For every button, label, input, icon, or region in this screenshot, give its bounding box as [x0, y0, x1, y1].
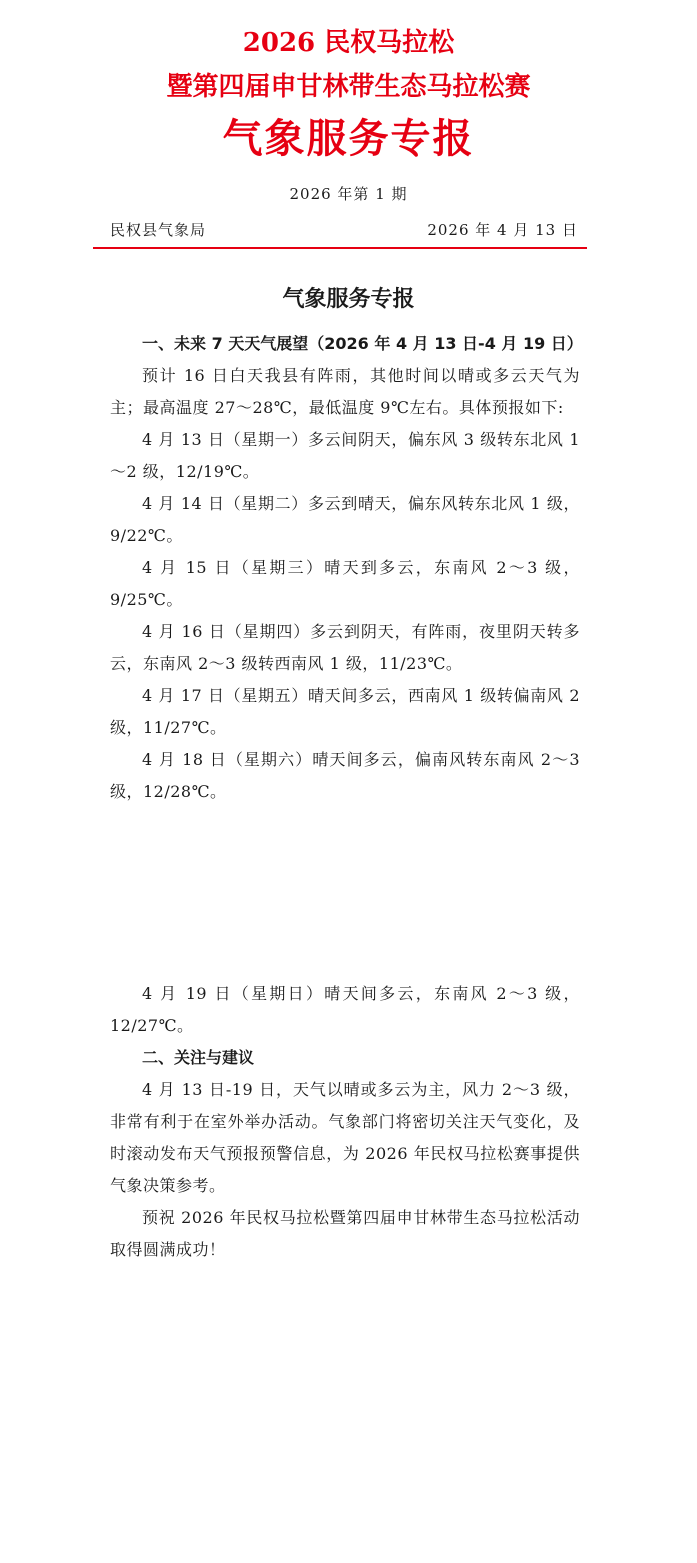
forecast-continued-section [110, 978, 580, 1266]
forecast-summary: 预计 16 日白天我县有阵雨，其他时间以晴或多云天气为主；最高温度 27～28℃，最低温度 9℃左右。具体预报如下: [110, 366, 580, 417]
header-title-line2: 暨第四届申甘林带生态马拉松赛 [166, 72, 531, 102]
header-divider [93, 247, 587, 249]
forecast-section [110, 328, 583, 808]
forecast-day: 4 月 16 日（星期四）多云到阴天，有阵雨，夜里阴天转多云，东南风 2～3 级转西南风 1 级，11/23℃。 [110, 622, 580, 673]
header-title-main: 气象服务专报 [222, 115, 475, 162]
forecast-day: 4 月 19 日（星期日）晴天间多云，东南风 2～3 级，12/27℃。 [110, 984, 580, 1035]
forecast-day: 4 月 13 日（星期一）多云间阴天，偏东风 3 级转东北风 1～2 级，12/19℃。 [110, 430, 580, 481]
issuer-name: 民权县气象局 [110, 221, 207, 239]
issue-date: 2026 年 4 月 13 日 [427, 221, 578, 239]
forecast-day: 4 月 15 日（星期三）晴天到多云，东南风 2～3 级，9/25℃。 [110, 558, 580, 609]
section-title-outlook: 一、未来 7 天天气展望（2026 年 4 月 13 日-4 月 19 日） [142, 334, 583, 353]
advice-paragraph: 4 月 13 日-19 日，天气以晴或多云为主，风力 2～3 级，非常有利于在室外举办活动。气象部门将密切关注天气变化，及时滚动发布天气预报预警信息，为 2026 年民权马拉松赛事提供气象决策参考。 [110, 1080, 580, 1195]
issue-number: 2026 年第 1 期 [289, 185, 408, 203]
closing-paragraph: 预祝 2026 年民权马拉松暨第四届申甘林带生态马拉松活动取得圆满成功！ [110, 1208, 580, 1259]
forecast-day: 4 月 18 日（星期六）晴天间多云，偏南风转东南风 2～3 级，12/28℃。 [110, 750, 580, 801]
document-heading: 气象服务专报 [282, 287, 415, 312]
forecast-day: 4 月 17 日（星期五）晴天间多云，西南风 1 级转偏南风 2 级，11/27℃。 [110, 686, 580, 737]
forecast-day: 4 月 14 日（星期二）多云到晴天，偏东风转东北风 1 级，9/22℃。 [110, 494, 580, 545]
header-title-line1: 2026 民权马拉松 [242, 28, 455, 58]
section-title-advice: 二、关注与建议 [142, 1048, 255, 1067]
